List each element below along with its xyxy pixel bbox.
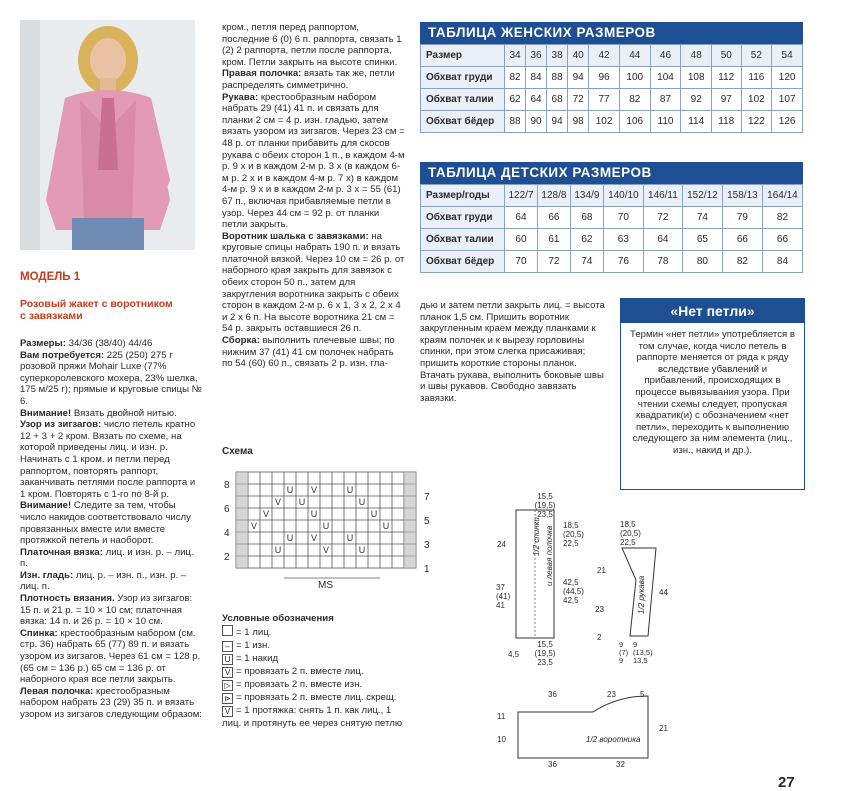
paragraph: Внимание! Вязать двойной нитью. xyxy=(20,407,177,419)
back-top-dim: 15,5 (19,5) 23,5 xyxy=(534,492,556,519)
no-loop-box xyxy=(620,298,805,490)
yarn-over-symbol-icon: U xyxy=(222,654,233,665)
model-title: МОДЕЛЬ 1 xyxy=(20,271,81,283)
svg-text:U: U xyxy=(286,485,294,495)
kids-size-table xyxy=(420,162,803,273)
purl-symbol-icon: – xyxy=(222,641,233,652)
paragraph: Изн. гладь: лиц. р. – изн. п., изн. р. – лиц. п. xyxy=(20,569,187,593)
table-row: Размер 34 36 38 40 42 44 46 48 50 52 54 xyxy=(421,45,803,67)
svg-text:U: U xyxy=(370,509,378,519)
stitch-chart xyxy=(222,466,442,596)
table-row: Обхват груди 64 66 68 70 72 74 79 82 xyxy=(421,207,803,229)
paragraph: кром., петля перед раппортом, последние 6 (0) 6 п. раппорта, связать 1 (2) 2 раппорта, петли после раппорта, кром. Петли закрыть на высоте спинки. xyxy=(222,22,402,68)
svg-text:U: U xyxy=(310,509,318,519)
legend xyxy=(222,612,412,730)
svg-text:U: U xyxy=(346,485,354,495)
scheme-title: Схема xyxy=(222,446,253,457)
paragraph: Сборка: выполнить плечевые швы; по нижним 37 (41) 41 см полочек набрать по 54 (60) 60 п., связать 2 р. изн. гла- xyxy=(222,335,395,370)
k2tog-symbol-icon: V xyxy=(222,667,233,678)
legend-title: Условные обозначения xyxy=(222,613,334,624)
p2tog-symbol-icon: ▷ xyxy=(222,680,233,691)
sleeve-label: 1/2 рукава xyxy=(637,575,646,614)
legend-item: – = 1 изн. xyxy=(222,639,412,652)
model-subtitle-1: Розовый жакет с воротником xyxy=(20,298,173,310)
svg-text:U: U xyxy=(298,497,306,507)
paragraph: Размеры: 34/36 (38/40) 44/46 xyxy=(20,338,153,349)
svg-text:U: U xyxy=(274,545,282,555)
instructions-column-3: дью и затем петли закрыть лиц. = высота планок 1,5 см. Пришить воротник закругленным краем между планками к краям полочек и к вырезу горловины спинки, при этом слегка присаживая; пришить короткие стороны планок. Втачать рукава, выполнить боковые швы и швы рукавов. Свободно завязать завязки. xyxy=(420,300,605,404)
collar-h1-dim: 11 xyxy=(497,712,506,721)
women-table-title: ТАБЛИЦА ЖЕНСКИХ РАЗМЕРОВ xyxy=(420,22,803,44)
paragraph: Воротник шалька с завязками: на круговые спицы набрать 190 п. и вязать платочной вязкой. Через 10 см = 26 р. от наборного края закрыть для завязок с обеих сторон 50 п., затем для закругления воротника закрыть с обеих сторон в каждом 2-м р. 6 х 1, 3 х 2, 2 х 4 и 2 х 6 п. На высоте воротника 21 см = 54 р. закрыть оставшиеся 26 п. xyxy=(222,230,405,335)
skp-symbol-icon: V xyxy=(222,706,233,717)
table-row: Обхват бёдер 70 72 74 76 78 80 82 84 xyxy=(421,251,803,273)
legend-item: V = провязать 2 п. вместе лиц. xyxy=(222,665,412,678)
back-side-top-dim: 24 xyxy=(497,540,506,549)
paragraph: Платочная вязка: лиц. и изн. р. – лиц. п. xyxy=(20,546,194,570)
svg-text:U: U xyxy=(358,497,366,507)
paragraph: Правая полочка: вязать так же, петли распределять симметрично. xyxy=(222,68,395,91)
sleeve-top-dim: 18,5 (20,5) 22,5 xyxy=(620,520,641,547)
svg-text:V: V xyxy=(322,545,330,555)
legend-item: V = 1 протяжка: снять 1 п. как лиц., 1 лиц. и протянуть ее через снятую петлю xyxy=(222,705,403,729)
table-row: Размер/годы 122/7 128/8 134/9 140/10 146/11 152/12 158/13 164/14 xyxy=(421,185,803,207)
instructions-column-2 xyxy=(222,22,405,370)
sleeve-h2-dim: 23 xyxy=(595,605,604,614)
k2tog-tbl-symbol-icon: ⊳ xyxy=(222,693,233,704)
back-shoulder-dim: 18,5 (20,5) 22,5 xyxy=(563,521,584,548)
back-mid-dim: 42,5 (44,5) 42,5 xyxy=(563,578,584,605)
sleeve-h3-dim: 2 xyxy=(597,633,602,642)
knit-symbol-icon xyxy=(222,625,233,636)
women-size-table xyxy=(420,22,803,133)
kids-table-title: ТАБЛИЦА ДЕТСКИХ РАЗМЕРОВ xyxy=(420,162,803,184)
back-bottom-dim: 15,5 (19,5) 23,5 xyxy=(534,640,556,667)
legend-item: = 1 лиц. xyxy=(222,625,412,639)
model-photo xyxy=(20,20,195,250)
sleeve-right-dim: 44 xyxy=(659,588,668,597)
back-side-bottom-dim: 37 (41) 41 xyxy=(496,583,511,610)
svg-text:V: V xyxy=(310,485,318,495)
collar-w1-dim: 36 xyxy=(548,690,557,699)
collar-label: 1/2 воротника xyxy=(586,735,641,744)
paragraph: Внимание! Следите за тем, чтобы число накидов соответствовало числу провязанных вместе или вместе протяжкой петель и наоборот. xyxy=(20,500,191,547)
table-row: Обхват бёдер 88 90 94 98 102 106 110 114 118 122 126 xyxy=(421,111,803,133)
scheme-row-numbers-left: 8 6 4 2 xyxy=(224,480,230,563)
table-row: Обхват талии 62 64 68 72 77 82 87 92 97 102 107 xyxy=(421,89,803,111)
table-row: Обхват груди 82 84 88 94 96 100 104 108 112 116 120 xyxy=(421,67,803,89)
collar-bw1-dim: 36 xyxy=(548,760,557,769)
svg-text:V: V xyxy=(250,521,258,531)
back-label-2: и левая полочка xyxy=(545,525,554,586)
paragraph: Узор из зигзагов: число петель кратно 12 + 3 + 2 кром. Вязать по схеме, на которой приведены лиц. и изн. р. Начинать с 1 кром. и петли перед раппортом, повторять раппорт, заканчивать петлями после раппорта и 1 кром. Повторять с 1-го по 8-й р. xyxy=(20,419,196,500)
women-table-grid xyxy=(420,44,803,133)
page-number: 27 xyxy=(778,774,795,791)
legend-item: ⊳ = провязать 2 п. вместе лиц. скрещ. xyxy=(222,691,412,704)
paragraph: Спинка: крестообразным набором (см. стр. 36) набрать 65 (77) 89 п. и вязать узором из зигзагов. Через 61 см = 128 р. (65 см = 136 р.) 65 см = 136 р. от наборного края все петли закрыть. xyxy=(20,627,201,686)
sleeve-bottom2-dim: 9 (13,5) 13,5 xyxy=(633,640,653,665)
legend-item: U = 1 накид xyxy=(222,652,412,665)
legend-item: ▷ = провязать 2 п. вместе изн. xyxy=(222,678,412,691)
paragraph: Левая полочка: крестообразным набором набрать 23 (29) 35 п. и вязать узором из зигзагов следующим образом: xyxy=(20,685,202,720)
model-subtitle-2: с завязками xyxy=(20,310,83,322)
svg-text:U: U xyxy=(382,521,390,531)
paragraph: Вам потребуется: 225 (250) 275 г розовой пряжи Mohair Luxe (77% суперкоролевского мохера, 23% шелка, 175 м/25 г); прямые и круговые спицы № 6. xyxy=(20,349,202,407)
no-loop-text: Термин «нет петли» употребляется в том случае, когда число петель в раппорте меняется от ряда к ряду вследствие убавлений и прибавлений, происходящих в процессе вывязывания узора. При чтении схемы следует, пропуская квадратик(и) с обозначением «нет петли», переходить к выполнению следующего за ним элемента (лиц., изн., накид и др.). xyxy=(630,329,795,456)
svg-text:U: U xyxy=(322,521,330,531)
svg-text:V: V xyxy=(274,497,282,507)
sleeve-h1-dim: 21 xyxy=(597,566,606,575)
instructions-column-1 xyxy=(20,338,202,721)
scheme-ms-label: MS xyxy=(318,580,333,591)
svg-text:V: V xyxy=(310,533,318,543)
collar-bw2-dim: 32 xyxy=(616,760,625,769)
svg-text:V: V xyxy=(262,509,270,519)
back-band-dim: 4,5 xyxy=(508,650,520,659)
svg-text:U: U xyxy=(358,545,366,555)
collar-w3-dim: 5 xyxy=(640,690,645,699)
scheme-row-numbers-right: 7 5 3 1 xyxy=(424,492,430,575)
kids-table-grid xyxy=(420,184,803,273)
collar-h2-dim: 10 xyxy=(497,735,506,744)
table-row: Обхват талии 60 61 62 63 64 65 66 66 xyxy=(421,229,803,251)
sleeve-bottom-dim: 9 (7) 9 xyxy=(619,640,629,665)
paragraph: Плотность вязания. Узор из зигзагов: 15 п. и 21 р. = 10 × 10 см; платочная вязка: 14 п. и 26 р. = 10 × 10 см. xyxy=(20,593,193,628)
svg-text:U: U xyxy=(346,533,354,543)
no-loop-title: «Нет петли» xyxy=(621,299,804,323)
collar-w2-dim: 23 xyxy=(607,690,616,699)
paragraph: Рукава: крестообразным набором набрать 29 (41) 41 п. и связать для планки 2 см = 4 р. изн. гладью, затем вязать узором из зигзагов. Через 23 см = 48 р. от планки прибавить для скосов рукава с обеих сторон 1 п., в каждом 4-м р. 9 х и в каждом 2-м р. 3 х (в каждом 6-м р. 2 х и в каждом 4-м р. 7 х) в каждом 4-м р. 9 х и в каждом 2-м р. 3 х = 55 (61) 67 п., включая прибавляемые петли в узор. Через 44 см = 92 р. от планки петли закрыть. xyxy=(222,91,405,231)
svg-text:U: U xyxy=(286,533,294,543)
back-label-1: 1/2 спинки xyxy=(532,517,541,556)
collar-h3-dim: 21 xyxy=(659,724,668,733)
